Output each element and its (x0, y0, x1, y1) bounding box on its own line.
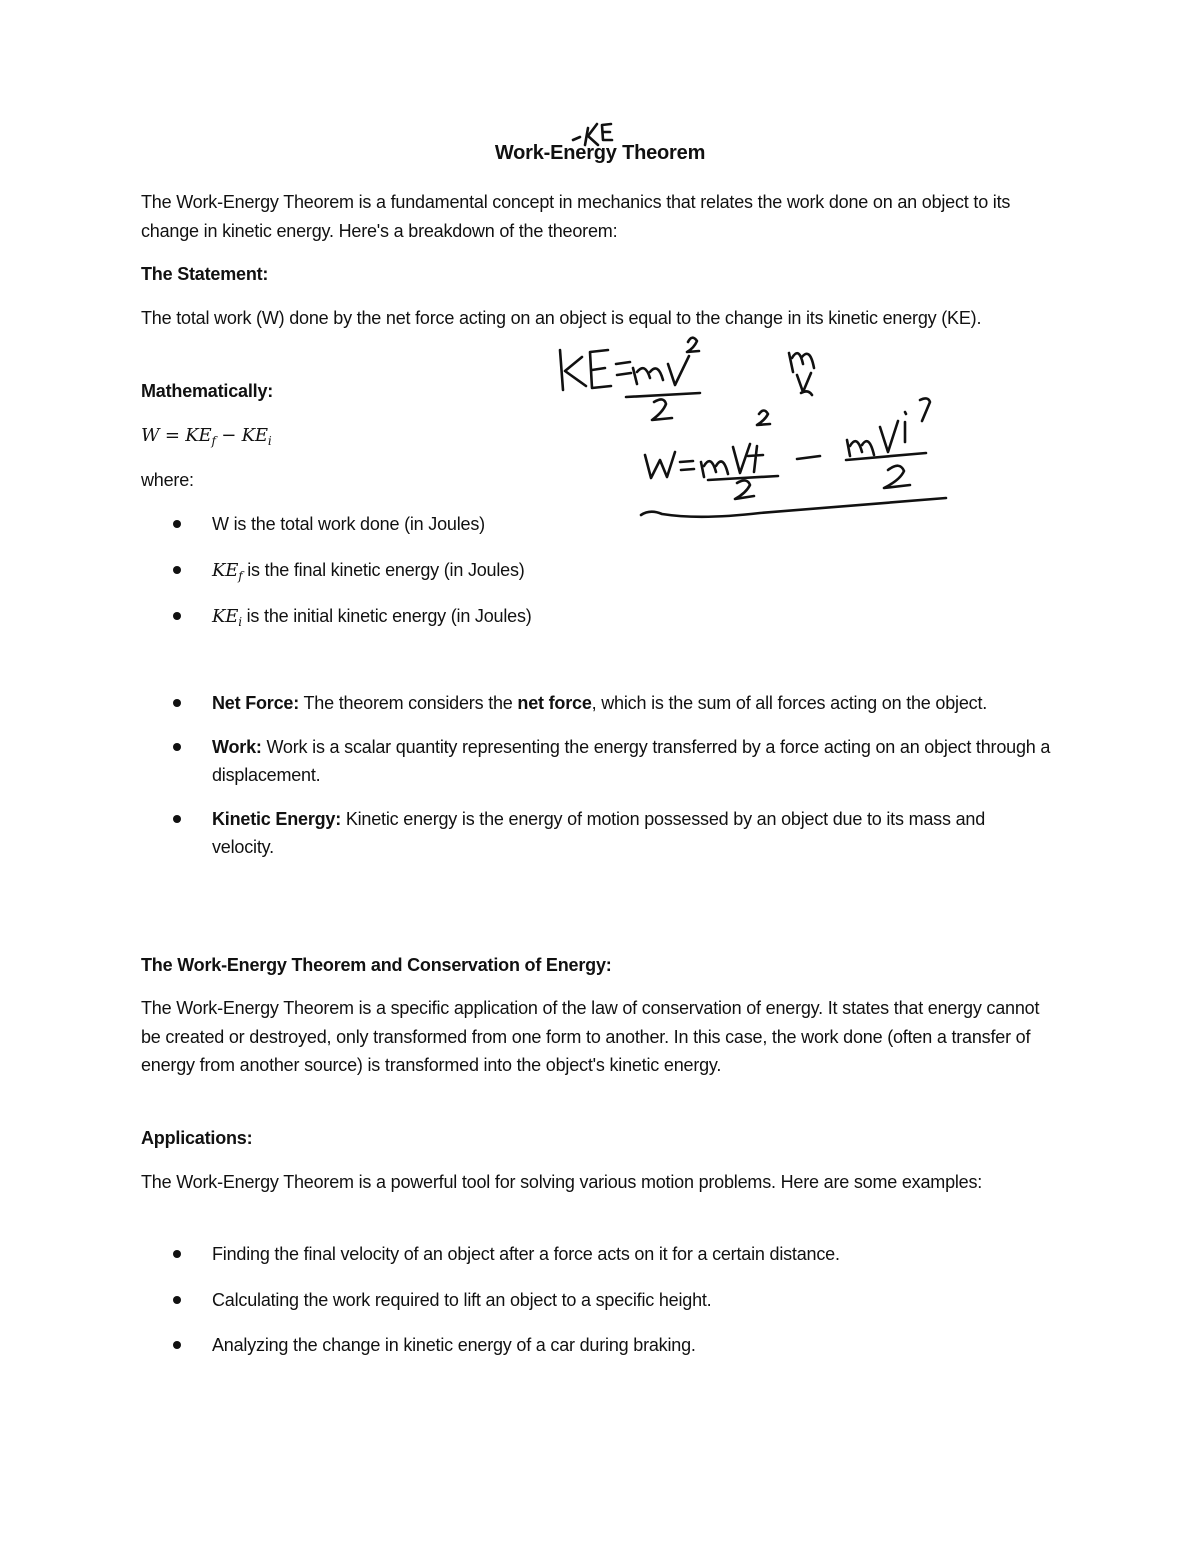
conservation-paragraph: The Work-Energy Theorem is a specific application of the law of conservation of energy. It states that energy cannot be created or destroyed, only transformed from one form to another. In this case, the work done (often a transfer of energy from another source) is transformed into the object's kinetic energy. (141, 998, 1040, 1075)
bullet-icon (173, 612, 181, 620)
applications-heading: Applications: (141, 1128, 253, 1148)
bullet-icon (173, 743, 181, 751)
applications-intro: The Work-Energy Theorem is a powerful tool for solving various motion problems. Here are some examples: (141, 1172, 983, 1192)
page-title: Work-Energy Theorem (494, 142, 706, 164)
list-item: Net Force: The theorem considers the net force, which is the sum of all forces acting on the object. (141, 689, 1051, 718)
where-label: where: (141, 470, 194, 490)
bullet-icon (173, 1250, 181, 1258)
concept-list (141, 689, 1051, 862)
statement-heading: The Statement: (141, 264, 269, 284)
list-item: $KE_i$ is the initial kinetic energy (in Joules) (141, 602, 1051, 632)
equation-term1: $KE_f$ (185, 425, 216, 448)
list-item: Analyzing the change in kinetic energy of a car during braking. (141, 1331, 1051, 1360)
intro-paragraph: The Work-Energy Theorem is a fundamental concept in mechanics that relates the work done on an object to its change in kinetic energy. Here's a breakdown of the theorem: (141, 192, 1011, 241)
applications-list (141, 1240, 1051, 1360)
definition-list (141, 510, 1051, 632)
bullet-icon (173, 815, 181, 823)
math-heading: Mathematically: (141, 381, 274, 401)
list-item: W is the total work done (in Joules) (141, 510, 1051, 539)
bullet-icon (173, 699, 181, 707)
equation-lhs: W (141, 425, 160, 446)
equation-equals: = (159, 425, 186, 446)
bullet-icon (173, 520, 181, 528)
list-item: $KE_f$ is the final kinetic energy (in Joules) (141, 556, 1051, 586)
bullet-icon (173, 566, 181, 574)
list-item: Calculating the work required to lift an object to a specific height. (141, 1286, 1051, 1315)
list-item: Work: Work is a scalar quantity representing the energy transferred by a force acting on an object through a displacement. (141, 733, 1051, 790)
equation-minus: − (215, 425, 237, 446)
conservation-heading: The Work-Energy Theorem and Conservation of Energy: (141, 955, 612, 975)
list-item: Kinetic Energy: Kinetic energy is the energy of motion possessed by an object due to its mass and velocity. (141, 805, 1051, 862)
equation (141, 421, 1051, 451)
list-item: Finding the final velocity of an object after a force acts on it for a certain distance. (141, 1240, 1051, 1269)
bullet-icon (173, 1341, 181, 1349)
bullet-icon (173, 1296, 181, 1304)
equation-term2: $KE_i$ (241, 425, 272, 448)
statement-paragraph: The total work (W) done by the net force acting on an object is equal to the change in its kinetic energy (KE). (141, 308, 982, 328)
